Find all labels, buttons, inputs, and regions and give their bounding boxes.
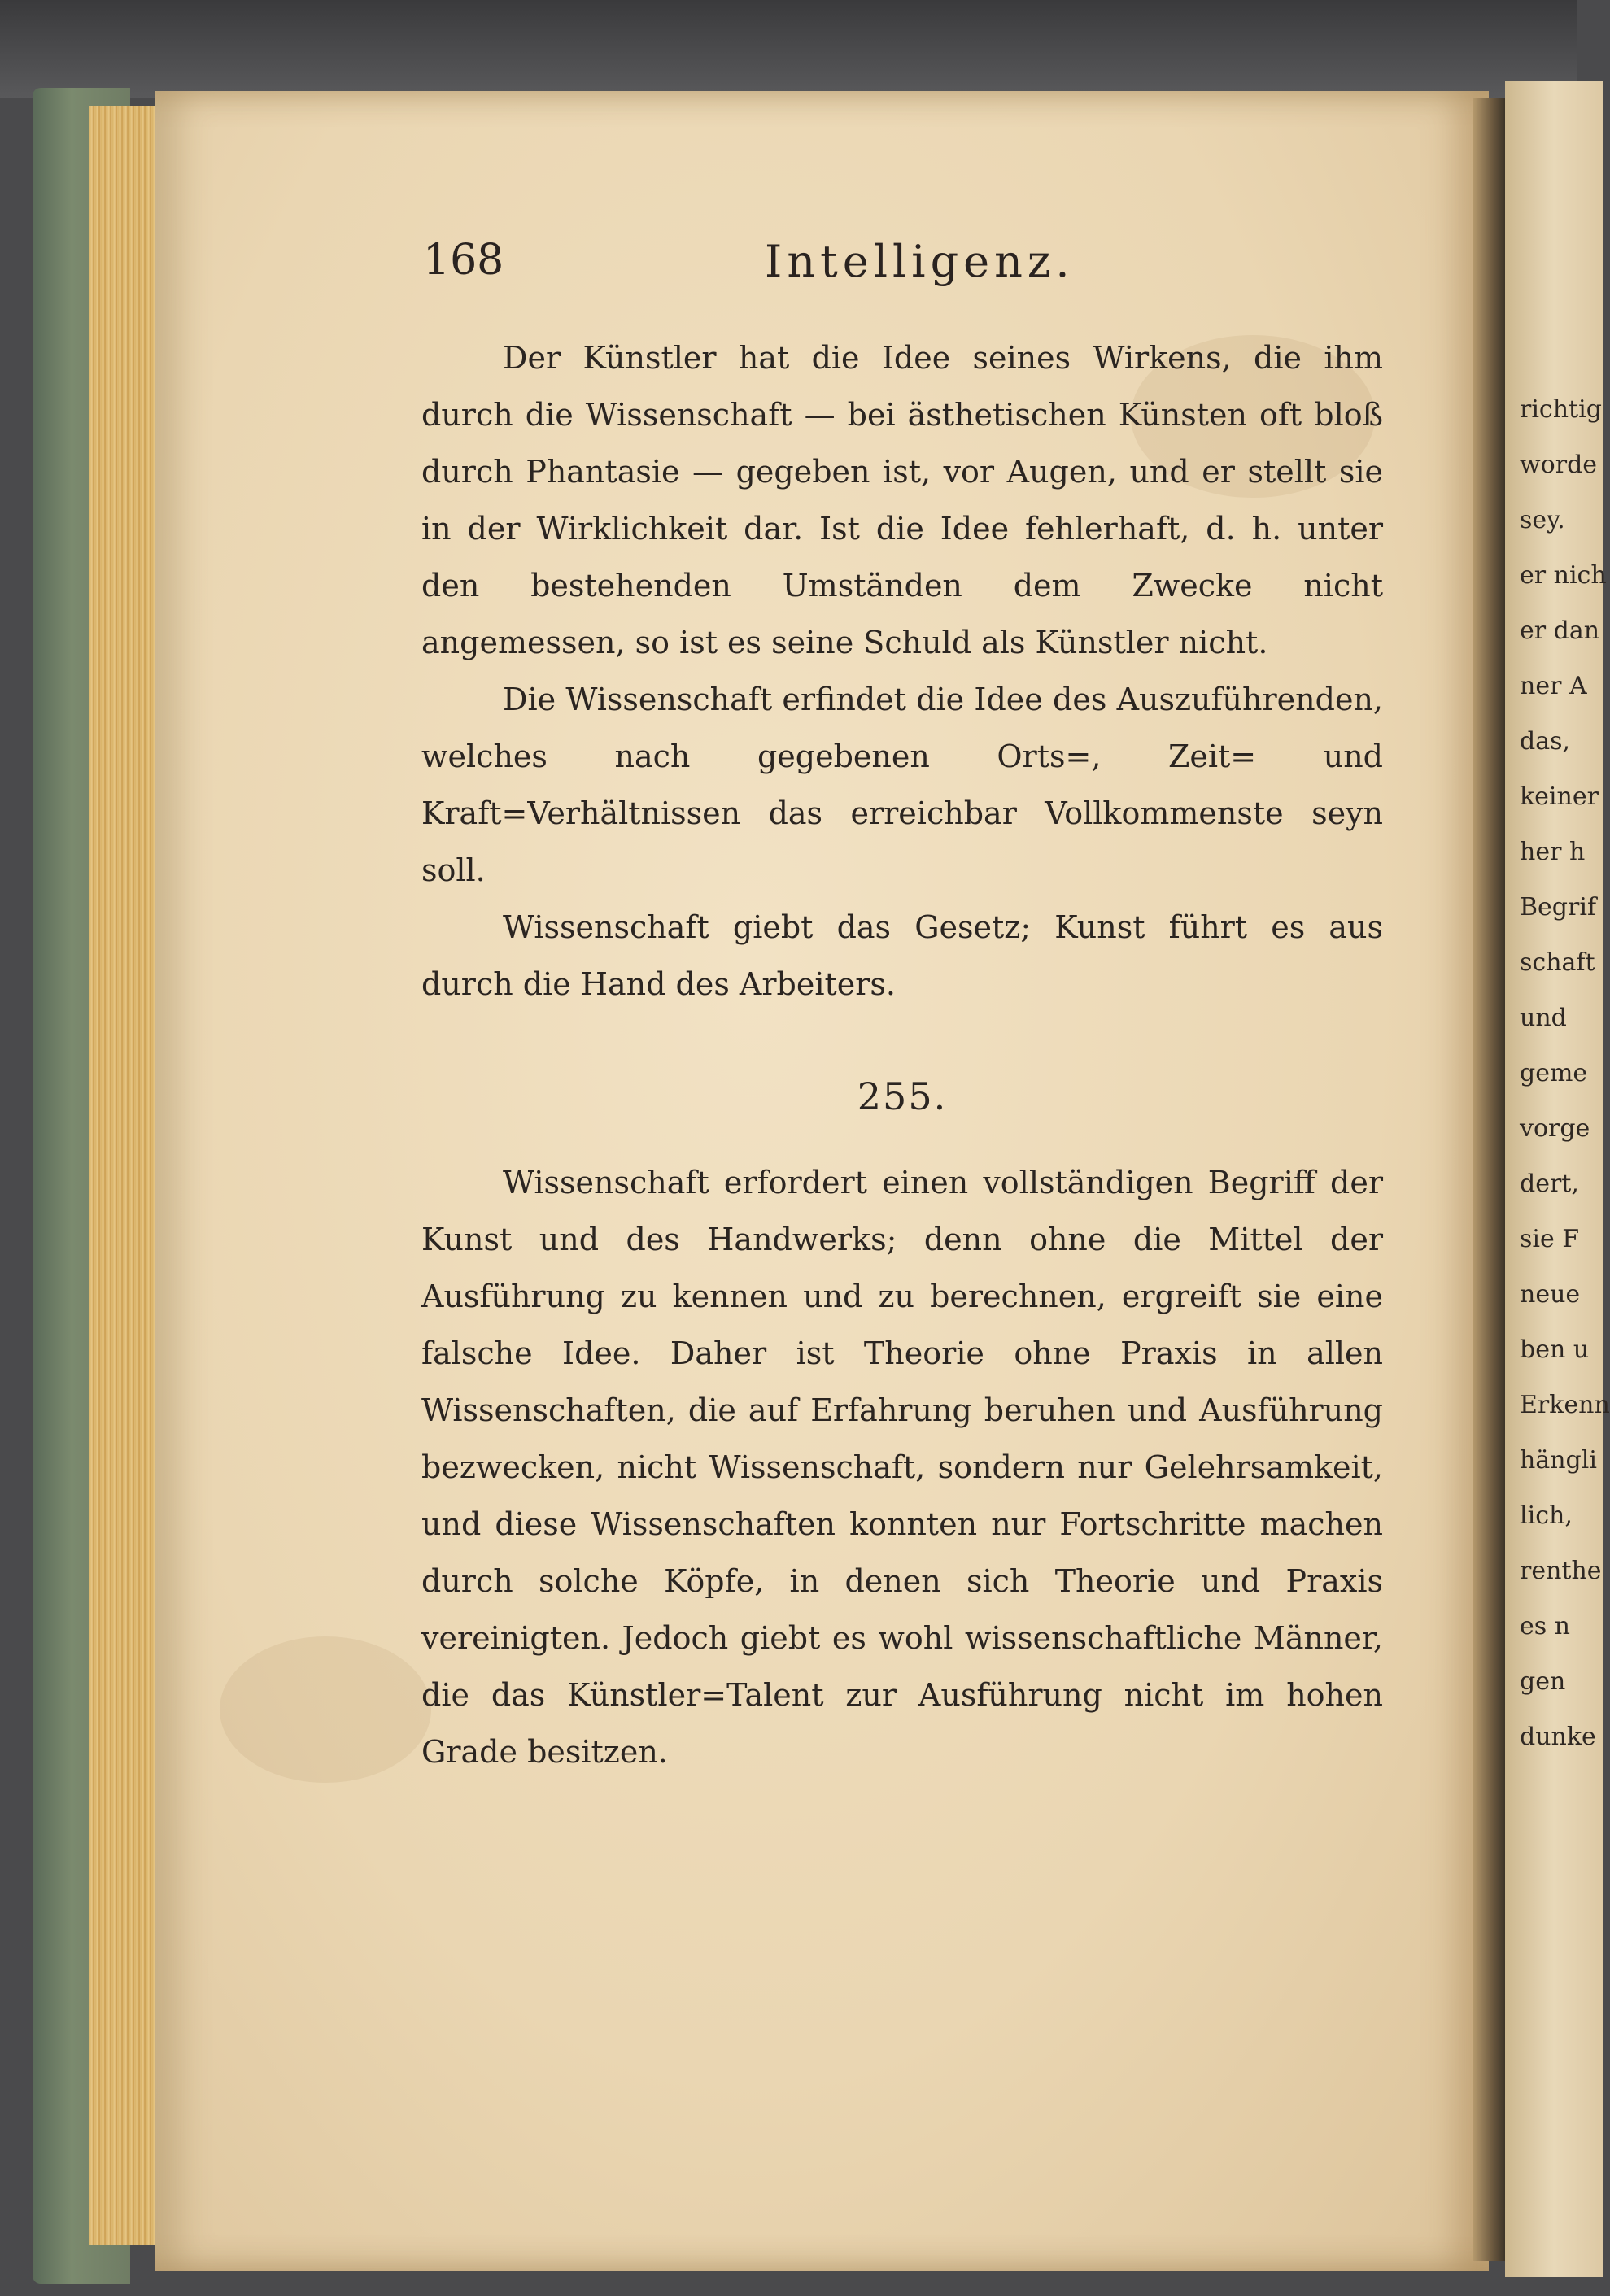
facing-line: das, [1520, 727, 1571, 756]
facing-line: dert, [1520, 1170, 1579, 1198]
facing-line: er nich [1520, 561, 1607, 590]
facing-line: geme [1520, 1059, 1588, 1087]
facing-line: gen [1520, 1667, 1566, 1696]
paragraph-2: Die Wissenschaft erfindet die Idee des Auszuführenden, welches nach gegebenen Orts=, Zeit= und Kraft=Verhältnissen das erreichbar Vollkommenste seyn soll. [421, 682, 1383, 888]
text-block [421, 329, 1383, 1780]
running-head: Intelligenz. [765, 236, 1075, 287]
facing-line: und [1520, 1004, 1567, 1032]
facing-line: neue [1520, 1280, 1581, 1309]
paragraph-1: Der Künstler hat die Idee seines Wirkens, die ihm durch die Wissenschaft — bei ästhetischen Künsten oft bloß durch Phantasie — gegeben ist, vor Augen, und er stellt sie in der Wirklichkeit dar. Ist die Idee fehlerhaft, d. h. unter den bestehenden Umständen dem Zwecke nicht angemessen, so ist es seine Schuld als Künstler nicht. [421, 340, 1383, 660]
facing-line: er dan [1520, 616, 1600, 645]
facing-line: Begrif [1520, 893, 1597, 921]
facing-line: hängli [1520, 1446, 1597, 1475]
facing-line: keiner [1520, 782, 1599, 811]
background-shadow [0, 0, 1577, 98]
section-paragraph: Wissenschaft erfordert einen vollständigen Begriff der Kunst und des Handwerks; denn ohne die Mittel der Ausführung zu kennen und zu berechnen, ergreift sie eine falsche Idee. Daher ist Theorie ohne Praxis in allen Wissenschaften, die auf Erfahrung beruhen und Ausführung bezwecken, nicht Wissenschaft, sondern nur Gelehrsamkeit, und diese Wissenschaften konnten nur Fortschritte machen durch solche Köpfe, in denen sich Theorie und Praxis vereinigten. Jedoch giebt es wohl wissenschaftliche Männer, die das Künstler=Talent zur Ausführung nicht im hohen Grade besitzen. [421, 1165, 1383, 1770]
facing-line: schaft [1520, 948, 1595, 977]
facing-line: ben u [1520, 1335, 1590, 1364]
facing-line: renthe [1520, 1557, 1602, 1585]
facing-line: her h [1520, 838, 1586, 866]
facing-line: sie F [1520, 1225, 1580, 1253]
facing-line: sey. [1520, 506, 1565, 534]
facing-line: worde [1520, 451, 1598, 479]
paper-stain [220, 1636, 431, 1783]
book-gutter [1473, 98, 1505, 2261]
facing-line: richtig [1520, 395, 1602, 424]
page-header [423, 236, 1375, 301]
paragraph-3: Wissenschaft giebt das Gesetz; Kunst führt es aus durch die Hand des Arbeiters. [421, 909, 1383, 1002]
page-number: 168 [423, 236, 504, 285]
facing-line: es n [1520, 1612, 1571, 1640]
facing-page-text [1520, 382, 1610, 1765]
facing-line: lich, [1520, 1501, 1573, 1530]
facing-line: dunke [1520, 1723, 1596, 1751]
facing-line: ner A [1520, 672, 1587, 700]
facing-line: vorge [1520, 1114, 1590, 1143]
section-number: 255. [857, 1074, 948, 1118]
facing-line: Erkenn [1520, 1391, 1610, 1419]
